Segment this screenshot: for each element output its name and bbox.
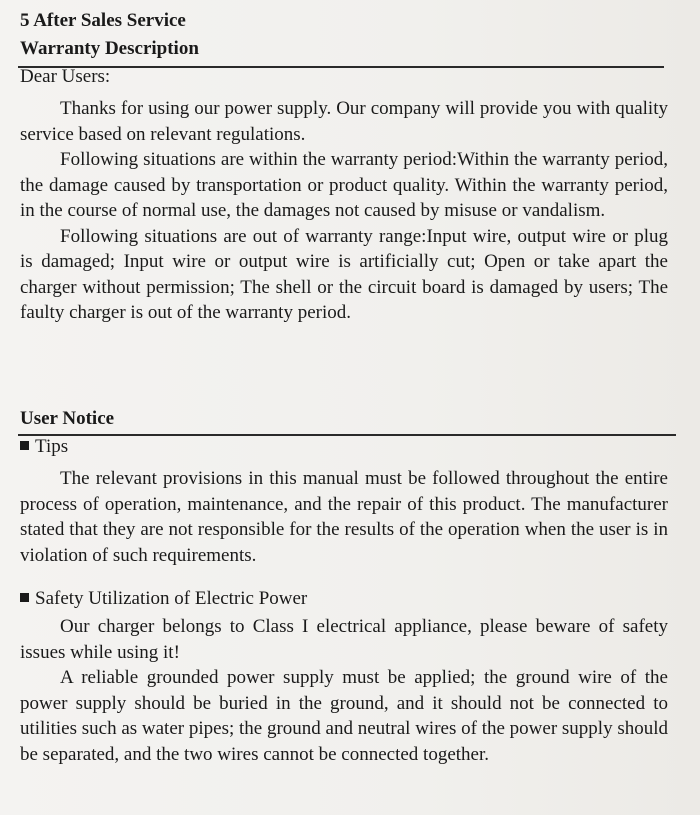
safety-body [20,614,668,767]
square-bullet-icon [20,441,29,450]
tips-body [20,466,668,568]
warranty-heading-rule [18,66,664,68]
warranty-paragraph: Thanks for using our power supply. Our company will provide you with quality service based on relevant regulations. [20,98,668,145]
safety-paragraph: A reliable grounded power supply must be applied; the ground wire of the power supply should be buried in the ground, and it should not be connected to utilities such as water pipes; the ground and neutral wires of the power supply should be separated, and the two wires cannot be connected together. [20,667,668,765]
greeting: Dear Users: [20,66,111,87]
warranty-paragraph: Following situations are within the warranty period:Within the warranty period, the damage caused by transportation or product quality. Within the warranty period, in the course of normal use, the damages not caused by misuse or vandalism. [20,149,668,221]
warranty-body [20,96,668,326]
user-notice-heading: User Notice [20,408,115,429]
safety-label-row [20,588,307,610]
warranty-paragraph: Following situations are out of warranty range:Input wire, output wire or plug is damaged; Input wire or output wire is artificially cut; Open or take apart the charger without permission; The shell or the circuit board is damaged by users; The faulty charger is out of the warranty period. [20,225,668,323]
tips-label: Tips [35,436,69,457]
safety-label: Safety Utilization of Electric Power [35,588,308,609]
warranty-heading: Warranty Description [20,38,199,59]
tips-paragraph: The relevant provisions in this manual must be followed throughout the entire process of operation, maintenance, and the repair of this product. The manufacturer stated that they are not responsible for the results of the operation when the user is in violation of such requirements. [20,468,668,566]
square-bullet-icon [20,593,29,602]
user-notice-rule [18,434,676,436]
section-title: 5 After Sales Service [20,10,186,31]
safety-paragraph: Our charger belongs to Class I electrical appliance, please beware of safety issues while using it! [20,616,668,663]
tips-label-row [20,436,68,458]
